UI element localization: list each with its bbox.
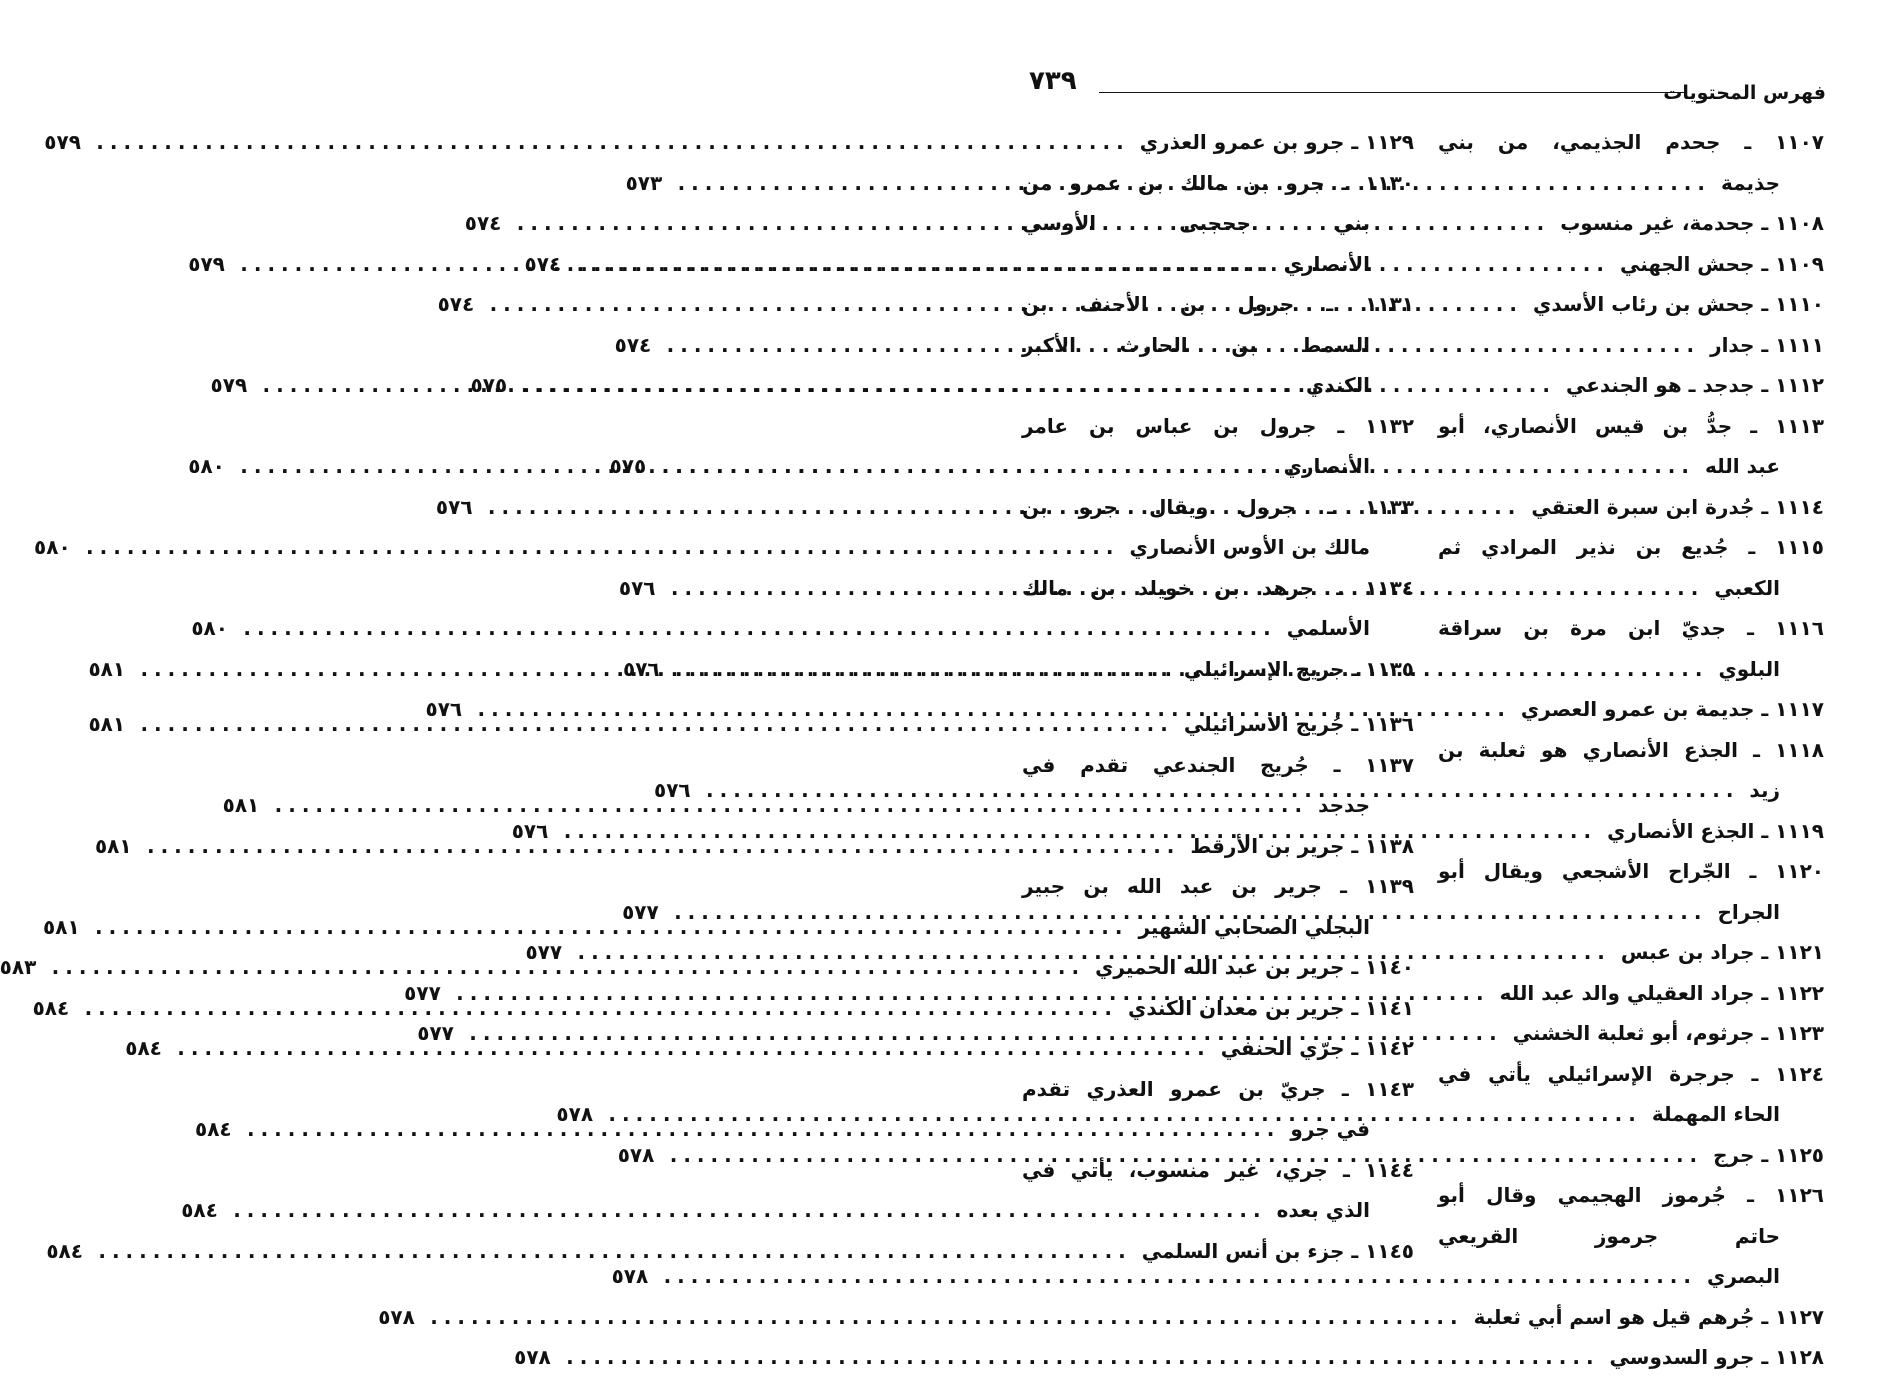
- entry-page-number: ٥٨٠: [191, 616, 228, 640]
- entry-title: ١١٢٦ ـ جُرموز الهجيمي وقال أبو: [1438, 1183, 1824, 1207]
- entry-page-number: ٥٨١: [88, 712, 126, 736]
- entry-title: بني جحجبى الأوسي: [1022, 211, 1370, 235]
- entry-page-number: ٥٧٩: [210, 373, 248, 397]
- entry-title: ١١٢٤ ـ جرجرة الإسرائيلي يأتي في: [1438, 1061, 1824, 1086]
- entry-page-number: ٥٧٦: [654, 778, 691, 802]
- index-entry-line: [1438, 851, 1824, 892]
- dot-leader: [86, 527, 1119, 568]
- entry-title: ١١٢٥ ـ جرج: [1713, 1142, 1824, 1167]
- entry-page-number: ٥٧٦: [425, 697, 463, 721]
- entry-title: زيد: [1749, 778, 1780, 802]
- dot-leader: [243, 608, 1276, 649]
- entry-title: ١١١٤ ـ جُدرة ابن سبرة العتقي: [1531, 494, 1824, 519]
- entry-page-number: ٥٧٩: [44, 130, 81, 154]
- entry-title: في جرو: [1290, 1117, 1370, 1141]
- entry-page-number: ٥٨٣: [0, 955, 37, 979]
- entry-page-number: ٥٨١: [43, 914, 80, 939]
- index-entry-line: [46, 1231, 1414, 1272]
- entry-title: ١١٣٥ ـ جريج الإسرائيلي: [1183, 656, 1414, 681]
- entry-page-number: ٥٧٥: [470, 373, 508, 397]
- entry-page-number: ٥٨٤: [181, 1198, 218, 1222]
- entry-title: ١١١١ ـ جدار: [1710, 332, 1824, 357]
- dot-leader: [140, 649, 1173, 690]
- index-entry-line: [44, 122, 1414, 163]
- entry-page-number: ٥٧٧: [622, 899, 659, 924]
- entry-page-number: ٥٨٠: [34, 535, 71, 559]
- entry-title: ١١٣٠ ـ جرو بن مالك بن عمرو من: [1022, 170, 1414, 195]
- entry-title: ١١٢٧ ـ جُرهم قيل هو اسم أبي ثعلبة: [1473, 1304, 1824, 1329]
- index-entry-line: [1438, 1054, 1824, 1095]
- dot-leader: [96, 122, 1129, 163]
- entry-page-number: ٥٧٦: [435, 494, 473, 519]
- entry-title: ١١٢٨ ـ جرو السدوسي: [1609, 1345, 1824, 1369]
- index-entry-line: [1022, 325, 1414, 366]
- dot-leader: [275, 785, 1308, 826]
- entry-page-number: ٥٧٩: [188, 251, 225, 276]
- entry-title: عبد الله: [1705, 454, 1780, 478]
- entry-title: ١١٠٩ ـ جحش الجهني: [1619, 251, 1824, 276]
- entry-page-number: ٥٧٤: [524, 251, 562, 276]
- entry-page-number: ٥٧٧: [404, 980, 441, 1005]
- entry-title: ١١٤٢ ـ جرّي الحنفي: [1220, 1036, 1414, 1060]
- running-title: فهرس المحتويات: [1663, 82, 1826, 104]
- entry-page-number: ٥٧٧: [525, 940, 563, 964]
- dot-leader: [566, 1337, 1599, 1378]
- dot-leader: [140, 704, 1173, 745]
- entry-page-number: ٥٧٦: [511, 818, 549, 843]
- index-entry-line: [1438, 122, 1824, 163]
- dot-leader: [240, 244, 1273, 285]
- entry-title: السمط بن الحارث الأكبر: [1022, 332, 1370, 357]
- entry-title: ١١١٢ ـ جدجد ـ هو الجندعي: [1565, 373, 1824, 397]
- entry-page-number: ٥٧٦: [618, 575, 656, 600]
- entry-title: ١١٠٨ ـ جحدمة، غير منسوب: [1560, 211, 1824, 235]
- entry-page-number: ٥٧٤: [614, 332, 652, 357]
- entry-title: ١١٤٣ ـ جريّ بن عمرو العذري تقدم: [1022, 1076, 1414, 1101]
- entry-page-number: ٥٨٤: [32, 995, 70, 1020]
- entry-page-number: ٥٨١: [222, 793, 260, 817]
- index-entry-line: [1022, 406, 1414, 447]
- index-entry-line: [1022, 866, 1414, 907]
- index-entry-line: [1022, 745, 1414, 786]
- entry-title: الأسلمي: [1286, 616, 1370, 640]
- entry-title: ١١٣٧ ـ جُريج الجندعي تقدم في: [1022, 752, 1414, 777]
- entry-page-number: ٥٧٨: [378, 1304, 415, 1329]
- entry-title: البجلي الصحابي الشهير: [1138, 914, 1370, 939]
- entry-page-number: ٥٨١: [94, 833, 132, 858]
- entry-title: جدجد: [1318, 793, 1370, 817]
- entry-title: ١١٣٢ ـ جرول بن عباس بن عامر: [1022, 413, 1414, 438]
- entry-title: ١١٣٣ ـ جرول ويقال جرو بن: [1022, 494, 1414, 519]
- entry-title: ١١٢٢ ـ جراد العقيلي والد عبد الله: [1499, 980, 1824, 1005]
- entry-title: ١١١٨ ـ الجذع الأنصاري هو ثعلبة بن: [1438, 737, 1824, 762]
- entry-title: ١١١٠ ـ جحش بن رئاب الأسدي: [1532, 292, 1824, 316]
- entry-title: ١١٤٥ ـ جزء بن أنس السلمي: [1141, 1238, 1414, 1263]
- index-entry-line: [378, 1297, 1824, 1338]
- entry-title: ١١٣٦ ـ جُريج الاسرائيلي: [1183, 712, 1414, 736]
- entry-title: ١١٣٩ ـ جرير بن عبد الله بن جبير: [1022, 874, 1414, 898]
- entry-title: ١١٣٤ ـ جرهد بن خويلد بن مالك: [1022, 575, 1414, 600]
- entry-title: ١١٤٤ ـ جري، غير منسوب، يأتي في: [1022, 1157, 1414, 1182]
- index-entry-line: [1438, 406, 1824, 447]
- index-entry-line: [181, 1190, 1414, 1231]
- index-entry-line: [611, 1256, 1824, 1297]
- dot-leader: [240, 446, 1273, 487]
- entry-title: البلوي: [1718, 656, 1780, 681]
- entry-title: الأنصاري: [1283, 251, 1370, 276]
- entry-page-number: ٥٧٨: [617, 1142, 655, 1167]
- entry-title: ١١٢٠ ـ الجّراح الأشجعي ويقال أبو: [1438, 859, 1824, 883]
- index-entry-line: [1438, 1175, 1824, 1216]
- header-rule: [1099, 92, 1686, 93]
- dot-leader: [263, 365, 1296, 406]
- entry-title: ١١١٦ ـ جديّ ابن مرة بن سراقة: [1438, 616, 1824, 640]
- entry-title: ١١٢١ ـ جراد بن عبس: [1620, 940, 1824, 964]
- index-entry-line: [1022, 203, 1414, 244]
- entry-title: الأنصاري: [1283, 454, 1370, 478]
- entry-title: ١١١٥ ـ جُديع بن نذير المرادي ثم: [1438, 535, 1824, 559]
- entry-title: ١١٤١ ـ جرير بن معدان الكندي: [1128, 995, 1414, 1020]
- entry-title: ١١١٣ ـ جدُّ بن قيس الأنصاري، أبو: [1438, 413, 1824, 438]
- dot-leader: [85, 988, 1118, 1029]
- index-entry-line: [1438, 527, 1824, 568]
- entry-title: مالك بن الأوس الأنصاري: [1129, 535, 1370, 559]
- entry-title: الكعبي: [1714, 575, 1780, 600]
- entry-page-number: ٥٨٤: [194, 1117, 232, 1141]
- dot-leader: [98, 1231, 1131, 1272]
- entry-page-number: ٥٧٧: [417, 1021, 454, 1045]
- index-entry-line: [1022, 487, 1414, 528]
- entry-page-number: ٥٧٤: [464, 211, 502, 235]
- index-entry-line: [1022, 1150, 1414, 1191]
- dot-leader: [177, 1028, 1210, 1069]
- entry-title: ١١٣١ ـ جرول بن الأحنف بن: [1022, 292, 1414, 316]
- entry-page-number: ٥٨١: [88, 656, 126, 681]
- index-entry-line: [191, 608, 1414, 649]
- entry-title: ١١٢٩ ـ جرو بن عمرو العذري: [1139, 130, 1414, 154]
- dot-leader: [52, 947, 1085, 988]
- entry-title: ١١٠٧ ـ جحدم الجذيمي، من بني: [1438, 130, 1824, 154]
- dot-leader: [95, 907, 1128, 948]
- entry-title: جذيمة: [1720, 170, 1780, 195]
- index-entry-line: [1022, 1069, 1414, 1110]
- entry-title: الكندي: [1305, 373, 1370, 397]
- entry-page-number: ٥٨٤: [46, 1238, 83, 1263]
- entry-title: الجراح: [1717, 899, 1780, 924]
- page-header: [1029, 62, 1826, 102]
- entry-page-number: ٥٧٨: [611, 1264, 649, 1288]
- index-entry-line: [1022, 284, 1414, 325]
- entry-title: الحاء المهملة: [1651, 1102, 1780, 1126]
- index-entry-line: [1022, 163, 1414, 204]
- page-number: ٧٣٩: [1029, 66, 1077, 96]
- entry-page-number: ٥٨٤: [125, 1036, 162, 1060]
- entry-page-number: ٥٨٠: [188, 454, 225, 478]
- dot-leader: [147, 826, 1180, 867]
- entry-title: حاتم جرموز القريعي: [1438, 1223, 1780, 1248]
- index-entry-line: [1438, 608, 1824, 649]
- entry-page-number: ٥٧٨: [556, 1102, 594, 1126]
- index-entry-line: [514, 1337, 1824, 1378]
- dot-leader: [247, 1109, 1280, 1150]
- entry-title: الذي بعده: [1276, 1198, 1370, 1222]
- index-entry-line: [1438, 1216, 1824, 1257]
- index-entry-line: [1438, 730, 1824, 771]
- entry-page-number: ٥٧٥: [609, 454, 647, 478]
- index-entry-line: [34, 527, 1414, 568]
- entry-title: ١١٣٨ ـ جرير بن الأرقط: [1190, 833, 1414, 858]
- entry-title: ١١٤٠ ـ جرير بن عبد الله الحميري: [1095, 955, 1414, 979]
- dot-leader: [233, 1190, 1266, 1231]
- entry-title: البصري: [1706, 1264, 1780, 1288]
- index-entry-line: [1022, 568, 1414, 609]
- entry-title: ١١١٩ ـ الجذع الأنصاري: [1607, 818, 1824, 843]
- dot-leader: [430, 1297, 1463, 1338]
- entry-title: ١١١٧ ـ جديمة بن عمرو العصري: [1520, 697, 1824, 721]
- entry-page-number: ٥٧٨: [514, 1345, 551, 1369]
- entry-page-number: ٥٧٣: [625, 170, 663, 195]
- entry-page-number: ٥٧٦: [623, 656, 660, 681]
- entry-page-number: ٥٧٤: [437, 292, 475, 316]
- entry-title: ١١٢٣ ـ جرثوم، أبو ثعلبة الخشني: [1512, 1021, 1824, 1045]
